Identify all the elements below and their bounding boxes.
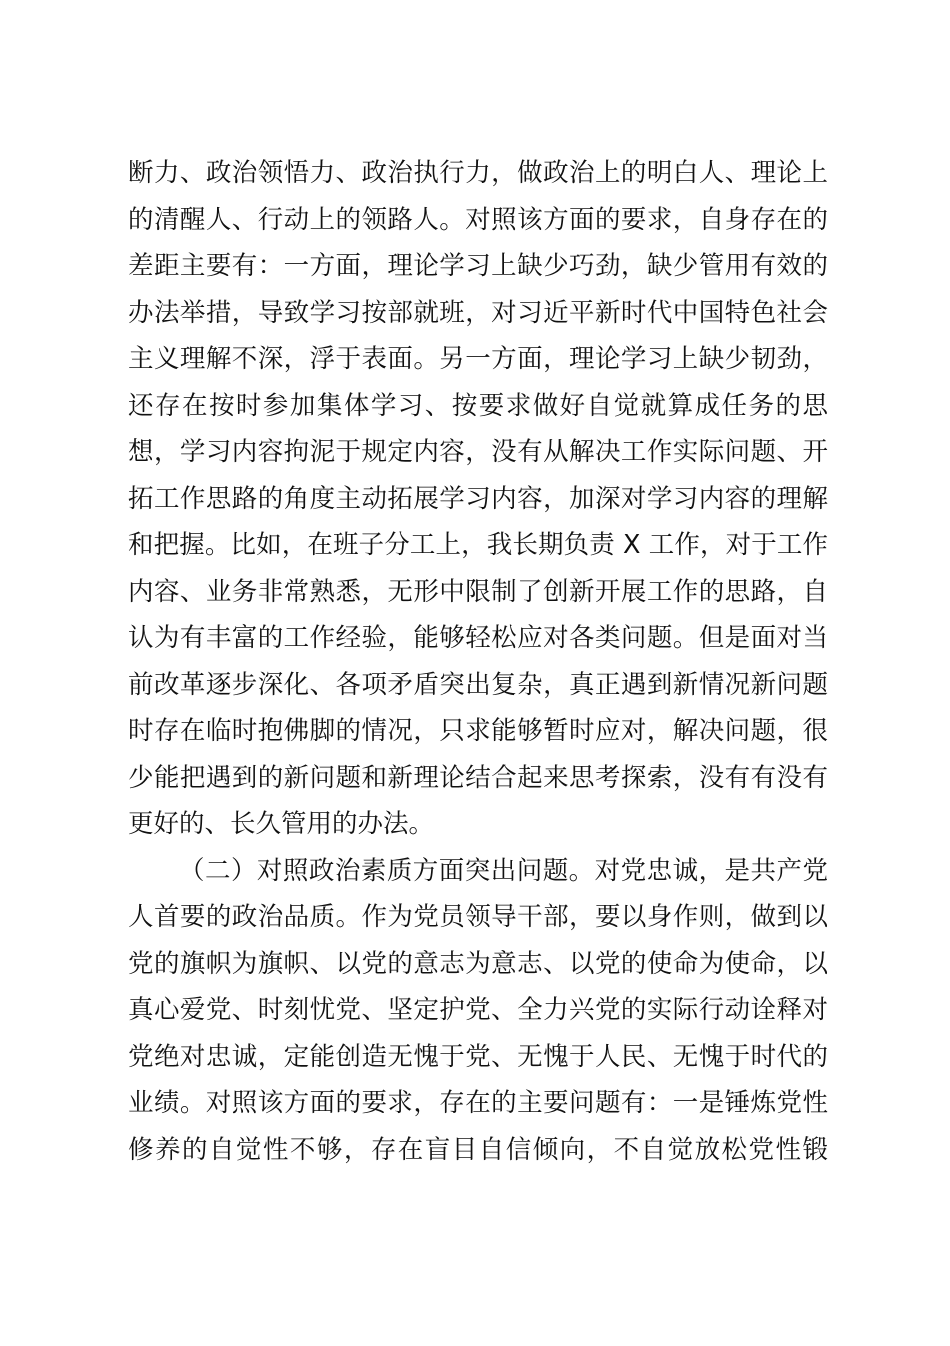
text-line: 想，学习内容拘泥于规定内容，没有从解决工作实际问题、开 bbox=[128, 437, 828, 467]
text-line: 人首要的政治品质。作为党员领导干部，要以身作则，做到以 bbox=[128, 902, 828, 932]
text-line: 时存在临时抱佛脚的情况，只求能够暂时应对，解决问题，很 bbox=[128, 716, 828, 746]
text-line: 还存在按时参加集体学习、按要求做好自觉就算成任务的思 bbox=[128, 390, 828, 421]
text-line: 差距主要有：一方面，理论学习上缺少巧劲，缺少管用有效的 bbox=[128, 251, 828, 281]
text-line: 内容、业务非常熟悉，无形中限制了创新开展工作的思路，自 bbox=[128, 576, 828, 607]
document-body bbox=[128, 150, 828, 1173]
text-line: 业绩。对照该方面的要求，存在的主要问题有：一是锤炼党性 bbox=[128, 1088, 828, 1118]
text-line: 少能把遇到的新问题和新理论结合起来思考探索，没有有没有 bbox=[128, 762, 828, 793]
paragraph-2 bbox=[128, 848, 828, 1174]
text-line: （二）对照政治素质方面突出问题。对党忠诚，是共产党 bbox=[179, 855, 828, 886]
text-line: 修养的自觉性不够，存在盲目自信倾向，不自觉放松党性锻 bbox=[128, 1134, 828, 1165]
text-line: 真心爱党、时刻忧党、坚定护党、全力兴党的实际行动诠释对 bbox=[128, 995, 828, 1025]
text-line: 办法举措，导致学习按部就班，对习近平新时代中国特色社会 bbox=[128, 297, 828, 328]
paragraph-1 bbox=[128, 150, 828, 848]
text-line: 党的旗帜为旗帜、以党的意志为意志、以党的使命为使命，以 bbox=[128, 948, 828, 979]
text-line: 主义理解不深，浮于表面。另一方面，理论学习上缺少韧劲， bbox=[128, 344, 828, 374]
text-line: 的清醒人、行动上的领路人。对照该方面的要求，自身存在的 bbox=[128, 204, 828, 235]
text-line: 和把握。比如，在班子分工上，我长期负责 X 工作，对于工作 bbox=[128, 530, 828, 560]
text-line: 前改革逐步深化、各项矛盾突出复杂，真正遇到新情况新问题 bbox=[128, 669, 828, 700]
text-line: 拓工作思路的角度主动拓展学习内容，加深对学习内容的理解 bbox=[128, 483, 828, 514]
text-line: 认为有丰富的工作经验，能够轻松应对各类问题。但是面对当 bbox=[128, 623, 828, 653]
text-line: 党绝对忠诚，定能创造无愧于党、无愧于人民、无愧于时代的 bbox=[128, 1041, 828, 1072]
text-line: 断力、政治领悟力、政治执行力，做政治上的明白人、理论上 bbox=[128, 158, 828, 188]
text-line: 更好的、长久管用的办法。 bbox=[128, 809, 435, 839]
